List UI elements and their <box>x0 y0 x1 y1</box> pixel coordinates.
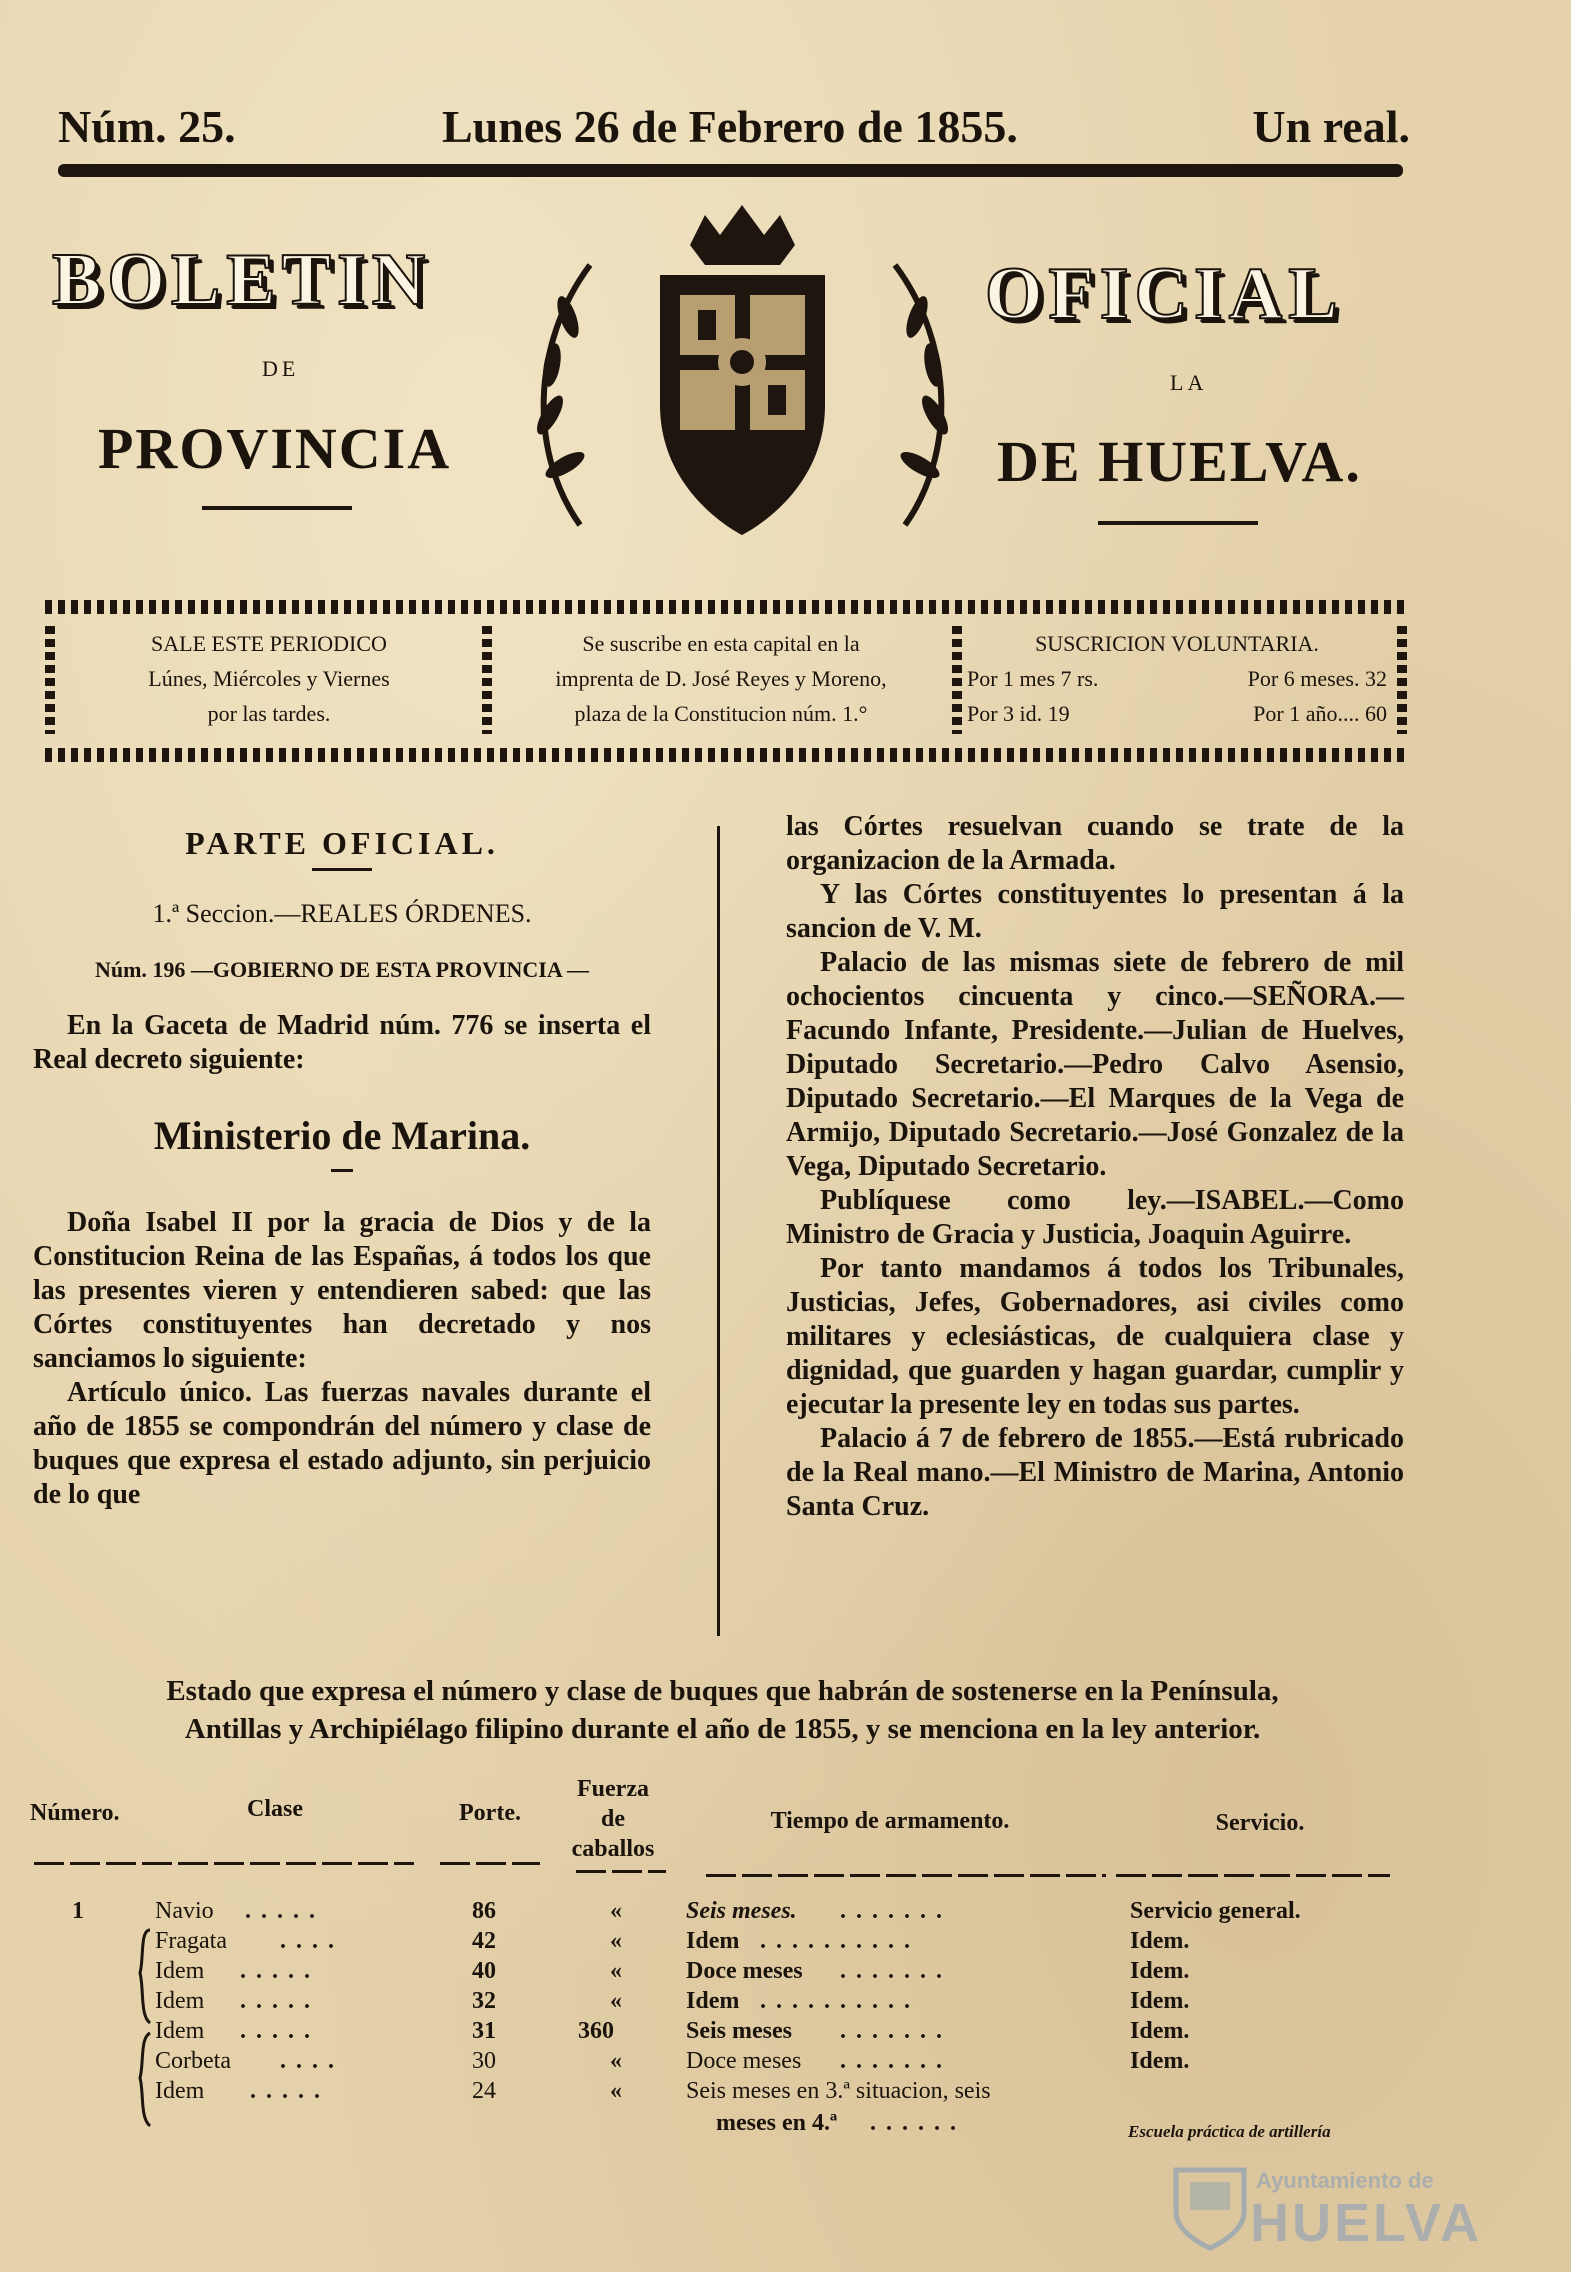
rates-row-1 <box>967 661 1387 696</box>
header-rule-2 <box>440 1862 540 1865</box>
row-clase: Corbeta <box>155 2048 231 2074</box>
row-tiempo: Seis meses <box>686 2018 792 2044</box>
issue-price: Un real. <box>1252 101 1410 152</box>
row-fuerza: « <box>610 2048 622 2074</box>
header-tiempo: Tiempo de armamento. <box>770 1808 1010 1834</box>
row-tiempo: Doce meses <box>686 2048 802 2074</box>
border-right <box>1397 626 1407 734</box>
header-rule-5 <box>1116 1874 1390 1877</box>
decree-paragraph-2: Artículo único. Las fuerzas navales durante el año de 1855 se compondrán del número y clase de buques que expresa el estado adjunto, sin perjuicio de lo que <box>33 1377 651 1510</box>
row-clase: Fragata <box>155 1928 227 1954</box>
address-line-1: Se suscribe en esta capital en la <box>582 631 860 656</box>
schedule-line-1: SALE ESTE PERIODICO <box>151 631 387 656</box>
subscription-address <box>497 626 945 731</box>
section-title: PARTE OFICIAL. <box>185 825 499 861</box>
rate-1-year: Por 1 año.... 60 <box>1253 701 1387 726</box>
right-paragraph-1: las Córtes resuelvan cuando se trate de la organizacion de la Armada. <box>786 811 1404 876</box>
header-servicio: Servicio. <box>1215 1810 1305 1836</box>
flourish-right <box>1098 521 1258 525</box>
header-rule <box>58 164 1403 177</box>
row-clase: Idem <box>155 2078 205 2104</box>
row-porte: 32 <box>472 1988 496 2014</box>
row-servicio: Idem. <box>1130 1988 1190 2014</box>
row-fuerza: « <box>610 1958 622 1984</box>
masthead-de: DE <box>262 356 300 381</box>
right-paragraph-5: Por tanto mandamos á todos los Tribunales, Justicias, Jefes, Gobernadores, asi civiles como militares y eclesiásticas, de cualquiera clase y dignidad, que guarden y hagan guardar, cumplir y ejecutar la presente ley en todas sus partes. <box>786 1253 1404 1420</box>
order-number: Núm. 196 —GOBIERNO DE ESTA PROVINCIA — <box>94 957 590 982</box>
row-servicio: Escuela práctica de artillería <box>1128 2122 1331 2141</box>
row-leader: ..... <box>245 1898 325 1924</box>
row-leader: ..... <box>250 2078 330 2104</box>
coat-of-arms-icon <box>520 205 965 560</box>
header-rule-3 <box>576 1870 666 1873</box>
decree-paragraph-1: Doña Isabel II por la gracia de Dios y de la Constitucion Reina de las Españas, á todos los que las presentes vieren y entendieren sabed: que las Córtes constituyentes han decretado y nos sanciamos lo siguiente: <box>33 1207 651 1374</box>
subscription-rates <box>967 626 1387 731</box>
table-row <box>0 2018 1571 2048</box>
row-tiempo-cont: meses en 4.ª <box>716 2110 838 2136</box>
table-row <box>0 1928 1571 1958</box>
estado-caption <box>30 1672 1415 1748</box>
estado-caption-line-1: Estado que expresa el número y clase de buques que habrán de sostenerse en la Península, <box>166 1675 1279 1707</box>
header-porte: Porte. <box>459 1800 521 1826</box>
publication-schedule <box>63 626 475 731</box>
table-row <box>0 2110 1571 2144</box>
watermark-line-2: HUELVA <box>1250 2193 1482 2253</box>
brace-icon <box>136 1928 154 2128</box>
row-tiempo: Seis meses. <box>686 1898 797 1924</box>
row-leader: ....... <box>840 2018 952 2044</box>
right-paragraph-2: Y las Córtes constituyentes lo presentan á la sancion de V. M. <box>786 879 1404 944</box>
row-porte: 31 <box>472 2018 496 2044</box>
header-fuerza-3: caballos <box>571 1836 655 1862</box>
header-numero: Número. <box>30 1800 120 1826</box>
masthead-huelva: DE HUELVA. <box>997 429 1362 494</box>
address-line-3: plaza de la Constitucion núm. 1.° <box>574 701 868 726</box>
rates-title: SUSCRICION VOLUNTARIA. <box>1035 631 1319 656</box>
row-leader: ..... <box>240 1958 320 1984</box>
row-leader: ....... <box>840 2048 952 2074</box>
ministry-rule <box>331 1169 353 1172</box>
row-tiempo: Idem <box>686 1928 740 1954</box>
schedule-line-3: por las tardes. <box>207 701 331 726</box>
row-servicio: Idem. <box>1130 1958 1190 1984</box>
masthead-provincia: PROVINCIA <box>98 416 452 481</box>
row-fuerza: « <box>610 1928 622 1954</box>
row-servicio: Servicio general. <box>1130 1898 1301 1924</box>
row-servicio: Idem. <box>1130 2018 1190 2044</box>
row-fuerza: « <box>610 2078 622 2104</box>
subscription-box <box>45 600 1407 762</box>
right-paragraph-3: Palacio de las mismas siete de febrero de mil ochocientos cincuenta y cinco.—SEÑORA.—Facundo Infante, Presidente.—Julian de Huelves, Diputado Secretario.—Pedro Calvo Asensio, Diputado Secretario.—El Marques de la Vega de Armijo, Diputado Secretario.—José Gonzalez de la Vega, Diputado Secretario. <box>786 947 1404 1182</box>
border-left <box>45 626 55 734</box>
column-rule <box>717 826 720 1636</box>
row-porte: 40 <box>472 1958 496 1984</box>
row-leader: ..... <box>240 1988 320 2014</box>
table-row <box>0 1958 1571 1988</box>
issue-number: Núm. 25. <box>58 101 236 152</box>
row-tiempo: Doce meses <box>686 1958 803 1984</box>
row-servicio: Idem. <box>1130 2048 1190 2074</box>
row-leader: .... <box>280 1928 344 1954</box>
row-clase: Idem <box>155 1988 205 2014</box>
right-column <box>786 810 1404 1524</box>
rate-3-months: Por 3 id. 19 <box>967 701 1070 726</box>
table-row <box>0 1988 1571 2018</box>
header-rule-1 <box>34 1862 414 1865</box>
border-bottom <box>45 748 1407 762</box>
row-leader: ..... <box>240 2018 320 2044</box>
subsection-title: 1.ª Seccion.—REALES ÓRDENES. <box>152 899 532 928</box>
row-clase: Idem <box>155 2018 205 2044</box>
right-paragraph-6: Palacio á 7 de febrero de 1855.—Está rubricado de la Real mano.—El Ministro de Marina, Antonio Santa Cruz. <box>786 1423 1404 1522</box>
row-clase: Navio <box>155 1898 214 1924</box>
estado-caption-line-2: Antillas y Archipiélago filipino durante el año de 1855, y se menciona en la ley anterior. <box>184 1713 1261 1745</box>
ministry-title: Ministerio de Marina. <box>153 1113 531 1158</box>
row-fuerza: « <box>610 1898 622 1924</box>
intro-paragraph: En la Gaceta de Madrid núm. 776 se inserta el Real decreto siguiente: <box>33 1010 651 1075</box>
row-porte: 24 <box>472 2078 496 2104</box>
border-top <box>45 600 1407 614</box>
rate-6-months: Por 6 meses. 32 <box>1247 666 1387 691</box>
flourish-left <box>202 506 352 510</box>
estado-table <box>0 1898 1571 2158</box>
row-fuerza: « <box>610 1988 622 2014</box>
row-leader: .......... <box>760 1928 920 1954</box>
masthead-la: LA <box>1170 370 1208 395</box>
header-clase: Clase <box>247 1796 303 1822</box>
row-leader: .... <box>280 2048 344 2074</box>
row-porte: 30 <box>472 2048 496 2074</box>
header-fuerza-2: de <box>601 1806 625 1832</box>
address-line-2: imprenta de D. José Reyes y Moreno, <box>555 666 887 691</box>
row-tiempo: Seis meses en 3.ª situacion, seis <box>686 2078 991 2104</box>
masthead-word-left: BOLETIN <box>52 239 432 321</box>
header-fuerza <box>548 1774 678 1864</box>
issue-date: Lunes 26 de Febrero de 1855. <box>442 101 1018 152</box>
row-clase: Idem <box>155 1958 205 1984</box>
row-porte: 42 <box>472 1928 496 1954</box>
divider-2 <box>952 626 962 734</box>
row-leader: ....... <box>840 1898 952 1924</box>
row-porte: 86 <box>472 1898 496 1924</box>
row-leader: .......... <box>760 1988 920 2014</box>
issue-line <box>50 100 1410 160</box>
table-row <box>0 2048 1571 2078</box>
table-row <box>0 2078 1571 2108</box>
row-leader: ...... <box>870 2110 966 2136</box>
divider-1 <box>482 626 492 734</box>
rates-row-2 <box>967 696 1387 731</box>
left-column <box>33 826 651 1512</box>
schedule-line-2: Lúnes, Miércoles y Viernes <box>148 666 390 691</box>
rate-1-month: Por 1 mes 7 rs. <box>967 666 1099 691</box>
row-tiempo: Idem <box>686 1988 740 2014</box>
row-servicio: Idem. <box>1130 1928 1190 1954</box>
row-fuerza: 360 <box>578 2018 614 2044</box>
row-numero: 1 <box>72 1898 84 1924</box>
header-rule-4 <box>706 1874 1106 1877</box>
section-rule <box>312 868 372 871</box>
city-crest-icon <box>1170 2162 1250 2252</box>
masthead-word-right: OFICIAL <box>985 253 1344 335</box>
header-fuerza-1: Fuerza <box>577 1776 649 1802</box>
right-paragraph-4: Publíquese como ley.—ISABEL.—Como Ministro de Gracia y Justicia, Joaquin Aguirre. <box>786 1185 1404 1250</box>
row-leader: ....... <box>840 1958 952 1984</box>
table-row <box>0 1898 1571 1928</box>
watermark-line-1: Ayuntamiento de <box>1256 2168 1434 2193</box>
